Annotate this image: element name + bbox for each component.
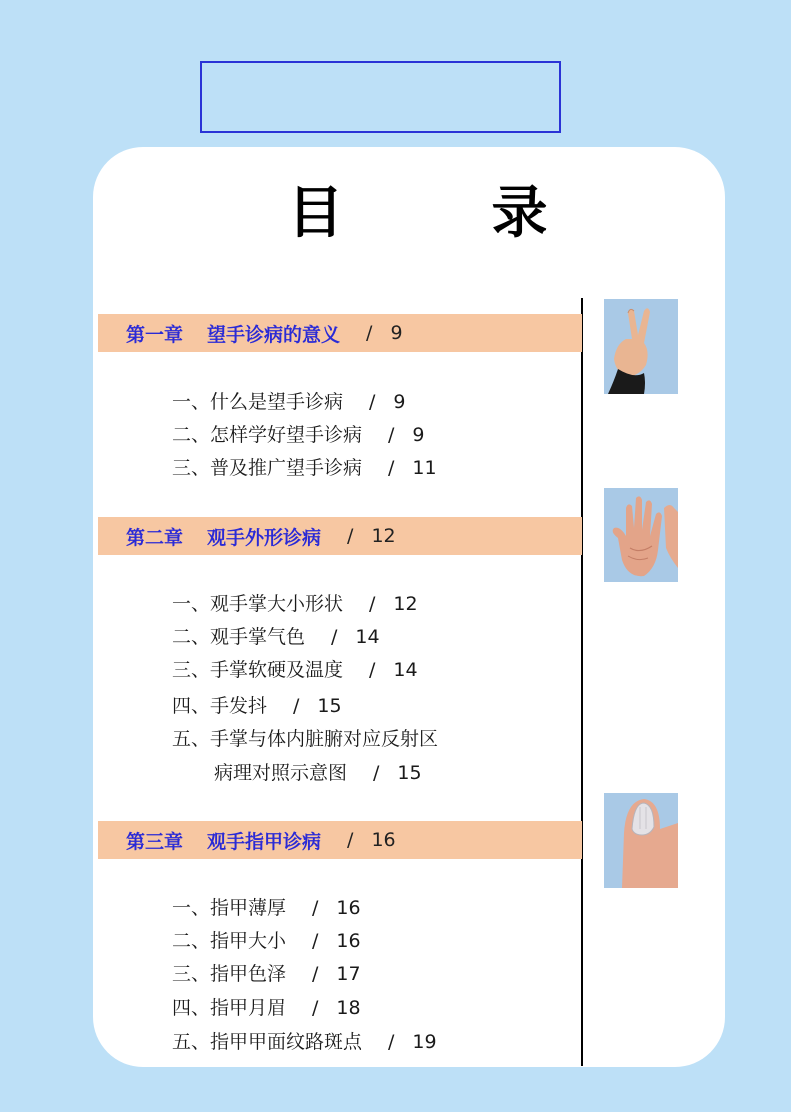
toc-entry[interactable] xyxy=(172,624,380,650)
hand-v-sign-photo xyxy=(604,299,678,394)
toc-entry-page: 17 xyxy=(336,963,361,985)
chapter-page-number: 16 xyxy=(371,829,396,851)
toc-entry-page: 14 xyxy=(393,659,418,681)
toc-entry-page: 16 xyxy=(336,930,361,952)
open-palms-photo xyxy=(604,488,678,582)
page-separator: / xyxy=(312,897,319,919)
toc-entry-label: 三、手掌软硬及温度 xyxy=(172,659,344,681)
toc-entry-page: 12 xyxy=(393,593,418,615)
toc-entry-label: 三、指甲色泽 xyxy=(172,963,287,985)
chapter-3-heading[interactable] xyxy=(98,821,582,859)
page-separator: / xyxy=(388,457,395,479)
chapter-number: 第一章 xyxy=(126,323,184,346)
chapter-number: 第三章 xyxy=(126,830,184,853)
chapter-2-heading[interactable] xyxy=(98,517,582,555)
chapter-title: 观手外形诊病 xyxy=(207,526,322,549)
toc-entry-label: 一、指甲薄厚 xyxy=(172,897,287,919)
page-separator: / xyxy=(369,593,376,615)
toc-entry[interactable] xyxy=(172,422,425,448)
toc-entry-page: 11 xyxy=(412,457,437,479)
toc-entry-page: 18 xyxy=(336,997,361,1019)
chapter-page-number: 9 xyxy=(390,322,403,344)
toc-entry[interactable] xyxy=(172,961,361,987)
page-separator: / xyxy=(388,1031,395,1053)
page-separator: / xyxy=(293,695,300,717)
toc-entry-label: 四、手发抖 xyxy=(172,695,268,717)
toc-entry[interactable] xyxy=(172,389,406,415)
toc-entry-label: 四、指甲月眉 xyxy=(172,997,287,1019)
toc-entry-page: 14 xyxy=(355,626,380,648)
toc-entry[interactable] xyxy=(172,928,361,954)
toc-entry-page: 15 xyxy=(397,762,422,784)
page-separator: / xyxy=(312,930,319,952)
page-separator: / xyxy=(331,626,338,648)
toc-entry-label: 五、手掌与体内脏腑对应反射区 xyxy=(172,728,439,750)
header-title-box xyxy=(200,61,561,133)
page-separator: / xyxy=(366,322,373,344)
toc-entry[interactable] xyxy=(172,455,437,481)
toc-entry-label: 二、指甲大小 xyxy=(172,930,287,952)
toc-entry-continuation[interactable] xyxy=(214,760,422,786)
open-palms-icon xyxy=(604,488,678,582)
vertical-divider xyxy=(581,298,583,1066)
toc-entry-label: 病理对照示意图 xyxy=(214,762,348,784)
toc-entry[interactable] xyxy=(172,693,342,719)
toc-entry-page: 15 xyxy=(317,695,342,717)
toc-entry[interactable] xyxy=(172,895,361,921)
toc-entry[interactable] xyxy=(172,726,438,752)
page-separator: / xyxy=(312,997,319,1019)
toc-entry-label: 一、什么是望手诊病 xyxy=(172,391,344,413)
toc-entry-page: 9 xyxy=(412,424,425,446)
page-separator: / xyxy=(347,829,354,851)
chapter-title: 望手诊病的意义 xyxy=(207,323,341,346)
chapter-page-number: 12 xyxy=(371,525,396,547)
toc-entry-label: 五、指甲甲面纹路斑点 xyxy=(172,1031,363,1053)
toc-entry-page: 9 xyxy=(393,391,406,413)
toc-entry-label: 三、普及推广望手诊病 xyxy=(172,457,363,479)
chapter-title: 观手指甲诊病 xyxy=(207,830,322,853)
chapter-number: 第二章 xyxy=(126,526,184,549)
fingernail-icon xyxy=(604,793,678,888)
toc-entry-label: 二、怎样学好望手诊病 xyxy=(172,424,363,446)
page-title: 目 录 xyxy=(287,180,594,246)
toc-entry[interactable] xyxy=(172,1029,437,1055)
toc-entry[interactable] xyxy=(172,995,361,1021)
page-separator: / xyxy=(312,963,319,985)
page-separator: / xyxy=(369,391,376,413)
toc-entry-page: 16 xyxy=(336,897,361,919)
toc-entry[interactable] xyxy=(172,591,418,617)
page-separator: / xyxy=(388,424,395,446)
page-separator: / xyxy=(347,525,354,547)
hand-v-sign-icon xyxy=(604,299,678,394)
toc-entry-page: 19 xyxy=(412,1031,437,1053)
page-separator: / xyxy=(373,762,380,784)
toc-entry[interactable] xyxy=(172,657,418,683)
toc-entry-label: 二、观手掌气色 xyxy=(172,626,306,648)
toc-entry-label: 一、观手掌大小形状 xyxy=(172,593,344,615)
fingernail-photo xyxy=(604,793,678,888)
page-separator: / xyxy=(369,659,376,681)
chapter-1-heading[interactable] xyxy=(98,314,582,352)
